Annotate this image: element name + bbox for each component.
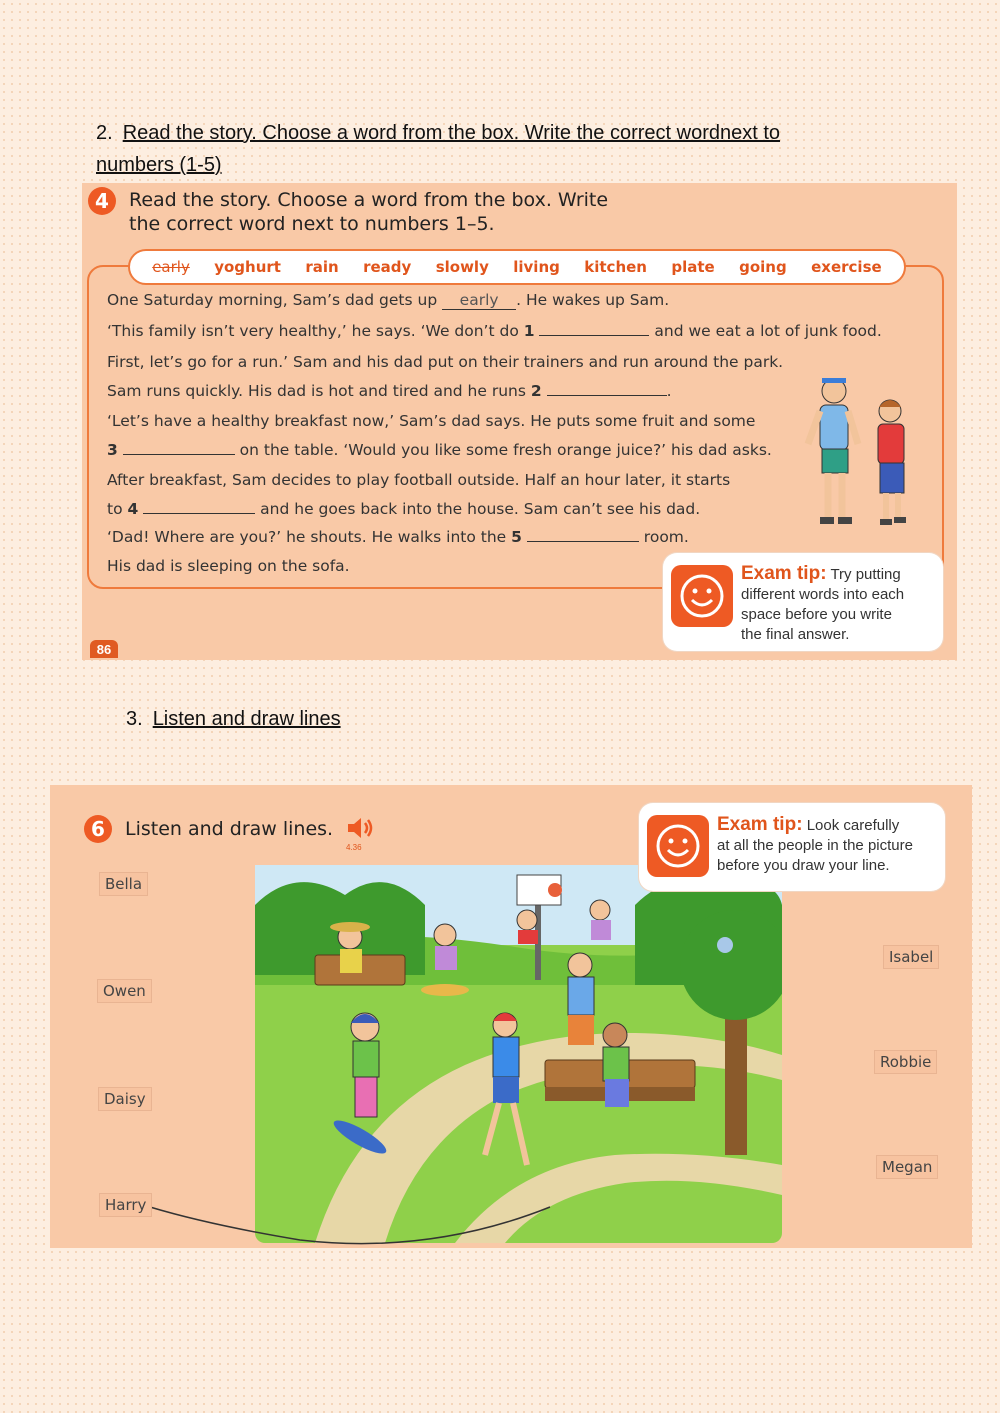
name-label-left[interactable]: Harry bbox=[99, 1193, 152, 1217]
gap-number-3: 3 bbox=[107, 441, 118, 459]
section-2-title-line2: numbers (1-5) bbox=[96, 154, 222, 176]
exam-tip-text bbox=[741, 564, 904, 645]
smiley-icon bbox=[671, 565, 733, 627]
father-son-illustration bbox=[802, 369, 922, 544]
exam-tip-line: the final answer. bbox=[741, 626, 850, 643]
word-box-item: plate bbox=[671, 258, 715, 276]
story-line-1 bbox=[107, 291, 669, 310]
exam-tip-box bbox=[663, 553, 943, 651]
story-line-7: After breakfast, Sam decides to play football outside. Half an hour later, it starts bbox=[107, 471, 731, 489]
word-box-item: yoghurt bbox=[214, 258, 281, 276]
section-2-heading bbox=[96, 122, 780, 145]
exam-tip-line: space before you write bbox=[741, 606, 892, 623]
exam-tip-line: Try putting bbox=[830, 566, 901, 583]
exam-tip-title: Exam tip: bbox=[741, 563, 827, 584]
story-text: room. bbox=[638, 528, 689, 546]
exam-tip-line: Look carefully bbox=[806, 817, 900, 834]
word-box bbox=[128, 249, 906, 285]
exam-tip-line: different words into each bbox=[741, 586, 905, 603]
word-box-item: ready bbox=[363, 258, 412, 276]
smiley-icon bbox=[647, 815, 709, 877]
answer-gap-4[interactable] bbox=[143, 513, 255, 514]
name-label-left[interactable]: Daisy bbox=[98, 1087, 152, 1111]
exercise-4-badge: 4 bbox=[88, 187, 116, 215]
example-answer: early bbox=[442, 291, 516, 310]
section-2-title-line1: Read the story. Choose a word from the box. Write the correct wordnext to bbox=[122, 122, 781, 144]
story-line-6 bbox=[107, 441, 772, 459]
story-text: ‘Dad! Where are you?’ he shouts. He walks into the bbox=[107, 528, 512, 546]
audio-track-number: 4.36 bbox=[346, 843, 362, 852]
story-line-10: His dad is sleeping on the sofa. bbox=[107, 557, 350, 575]
word-box-item: living bbox=[513, 258, 560, 276]
story-text: . He wakes up Sam. bbox=[516, 291, 670, 309]
word-box-item: slowly bbox=[435, 258, 489, 276]
story-line-9 bbox=[107, 528, 689, 546]
story-text: . bbox=[666, 382, 672, 400]
name-label-left[interactable]: Bella bbox=[99, 872, 148, 896]
exam-tip-text-2 bbox=[717, 815, 913, 876]
story-text: One Saturday morning, Sam’s dad gets up bbox=[107, 291, 443, 309]
exercise-6-panel bbox=[50, 785, 972, 1248]
name-label-right[interactable]: Robbie bbox=[874, 1050, 937, 1074]
story-text: to bbox=[107, 500, 128, 518]
gap-number-5: 5 bbox=[511, 528, 522, 546]
section-2-number: 2. bbox=[96, 122, 113, 144]
story-line-5: ‘Let’s have a healthy breakfast now,’ Sam’s dad says. He puts some fruit and some bbox=[107, 412, 756, 430]
word-box-item: exercise bbox=[811, 258, 882, 276]
gap-number-4: 4 bbox=[127, 500, 139, 518]
name-label-right[interactable]: Isabel bbox=[883, 945, 939, 969]
gap-number-1: 1 bbox=[523, 322, 535, 340]
word-box-item: early bbox=[152, 258, 190, 276]
exam-tip-line: at all the people in the picture bbox=[717, 837, 913, 854]
story-text: ‘This family isn’t very healthy,’ he says. ‘We don’t do bbox=[107, 322, 524, 340]
exam-tip-box-2 bbox=[639, 803, 945, 891]
exam-tip-line: before you draw your line. bbox=[717, 857, 890, 874]
answer-gap-2[interactable] bbox=[547, 395, 667, 396]
word-box-item: rain bbox=[305, 258, 339, 276]
story-line-3: First, let’s go for a run.’ Sam and his dad put on their trainers and run around the park. bbox=[107, 353, 784, 371]
story-text: Sam runs quickly. His dad is hot and tired and he runs bbox=[107, 382, 531, 400]
story-text: and we eat a lot of junk food. bbox=[649, 322, 882, 340]
section-3-title: Listen and draw lines bbox=[152, 708, 341, 730]
answer-gap-3[interactable] bbox=[123, 454, 235, 455]
page-number: 86 bbox=[90, 640, 118, 658]
story-text: on the table. ‘Would you like some fresh orange juice?’ his dad asks. bbox=[234, 441, 772, 459]
answer-gap-5[interactable] bbox=[527, 541, 639, 542]
word-box-item: kitchen bbox=[584, 258, 647, 276]
exercise-6-badge: 6 bbox=[84, 815, 112, 843]
story-text: and he goes back into the house. Sam can’t see his dad. bbox=[255, 500, 701, 518]
section-3-number: 3. bbox=[126, 708, 143, 730]
exercise-4-instruction-line2: the correct word next to numbers 1–5. bbox=[129, 213, 495, 235]
word-box-item: going bbox=[739, 258, 787, 276]
section-3-heading bbox=[126, 708, 341, 731]
story-line-2 bbox=[107, 322, 882, 340]
story-line-8 bbox=[107, 500, 700, 518]
exercise-4-instruction-line1: Read the story. Choose a word from the box. Write bbox=[129, 189, 609, 211]
story-line-4 bbox=[107, 382, 672, 400]
name-label-right[interactable]: Megan bbox=[876, 1155, 938, 1179]
name-label-left[interactable]: Owen bbox=[97, 979, 152, 1003]
exercise-6-instruction: Listen and draw lines. bbox=[125, 818, 334, 840]
gap-number-2: 2 bbox=[530, 382, 542, 400]
exam-tip-title-2: Exam tip: bbox=[717, 814, 803, 835]
exercise-4-panel bbox=[82, 183, 957, 660]
answer-gap-1[interactable] bbox=[539, 335, 649, 336]
